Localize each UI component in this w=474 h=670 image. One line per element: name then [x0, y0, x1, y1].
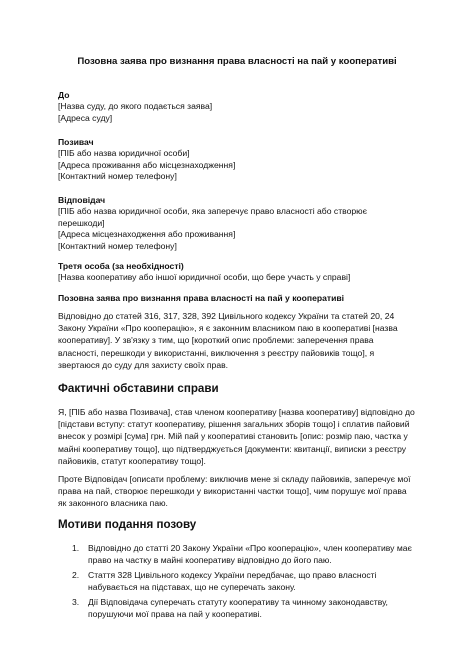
- defendant-label: Відповідач: [58, 195, 106, 205]
- third-party-name: [Назва кооперативу або іншої юридичної особи, що бере участь у справі]: [58, 272, 351, 282]
- list-item-number: 3.: [72, 597, 80, 607]
- facts-paragraph: Я, [ПІБ або назва Позивача], став членом кооперативу [назва кооперативу] відповідно до [підстави вступу: статут кооперативу, рішення загальних зборів тощо] і сплатив пайовий внесок у розмірі [сума] грн. Мій пай у кооперативі становить [опис: розмір паю, частка у майні кооперативу тощо], що підтверджується [документи: квитанції, виписки з реєстру пайовиків, статут кооперативу тощо].: [58, 407, 415, 466]
- claim-section: [58, 293, 418, 304]
- plaintiff-section: [58, 137, 418, 183]
- court-address: [Адреса суду]: [58, 112, 113, 123]
- list-item: [64, 542, 414, 566]
- defendant-address: [Адреса місцезнаходження або проживання]: [58, 229, 236, 240]
- court-section: [58, 90, 418, 124]
- third-party-section: [58, 261, 418, 284]
- plaintiff-address: [Адреса проживання або місцезнаходження]: [58, 159, 236, 170]
- facts-paragraph-2-block: [58, 473, 416, 510]
- facts-heading-block: [58, 382, 418, 396]
- claim-heading: Позовна заява про визнання права власності на пай у кооперативі: [58, 293, 345, 303]
- list-item-text: Дії Відповідача суперечать статуту кооперативу та чинному законодавству, порушуючи мої права на пай у кооперативі.: [88, 597, 388, 619]
- facts-heading: Фактичні обставини справи: [58, 382, 219, 395]
- defendant-phone: [Контактний номер телефону]: [58, 240, 177, 251]
- court-label: До: [58, 90, 70, 100]
- defendant-section: [58, 195, 388, 252]
- motives-list: [64, 542, 414, 620]
- plaintiff-label: Позивач: [58, 137, 94, 147]
- defendant-name: [ПІБ або назва юридичної особи, яка заперечує право власності або створює перешкоди]: [58, 206, 367, 228]
- claim-intro: Відповідно до статей 316, 317, 328, 392 Цивільного кодексу України та статей 20, 24 Закону України «Про кооперацію», я є законним власником паю в кооперативі [назва кооперативу]. У зв'язку з тим, що [короткий опис проблеми: заперечення права власності, перешкоди у використанні, виключення з реєстру пайовиків тощо], я звертаюся до суду для захисту своїх прав.: [58, 311, 398, 370]
- list-item-number: 2.: [72, 570, 80, 580]
- court-name: [Назва суду, до якого подається заява]: [58, 101, 213, 111]
- motives-heading-block: [58, 518, 418, 532]
- facts-paragraph: Проте Відповідач [описати проблему: виключив мене зі складу пайовиків, заперечує мої права на пай, створює перешкоди у використанні частки тощо], чим порушує мої права як законного власника паю.: [58, 474, 411, 509]
- third-party-label: Третя особа (за необхідності): [58, 261, 184, 271]
- plaintiff-name: [ПІБ або назва юридичної особи]: [58, 148, 190, 158]
- motives-list-block: [64, 542, 414, 623]
- motives-heading: Мотиви подання позову: [58, 518, 197, 531]
- plaintiff-phone: [Контактний номер телефону]: [58, 171, 177, 182]
- document-title: Позовна заява про визнання права власності на пай у кооперативі: [77, 56, 397, 67]
- list-item-text: Стаття 328 Цивільного кодексу України передбачає, що право власності набувається на підставах, що не суперечать закону.: [88, 570, 377, 592]
- list-item: [64, 569, 414, 593]
- list-item: [64, 596, 414, 620]
- facts-paragraph-1-block: [58, 406, 416, 467]
- list-item-text: Відповідно до статті 20 Закону України «Про кооперацію», член кооперативу має право на частку в майні кооперативу відповідно до його паю.: [88, 543, 412, 565]
- claim-intro-section: [58, 310, 416, 371]
- list-item-number: 1.: [72, 543, 80, 553]
